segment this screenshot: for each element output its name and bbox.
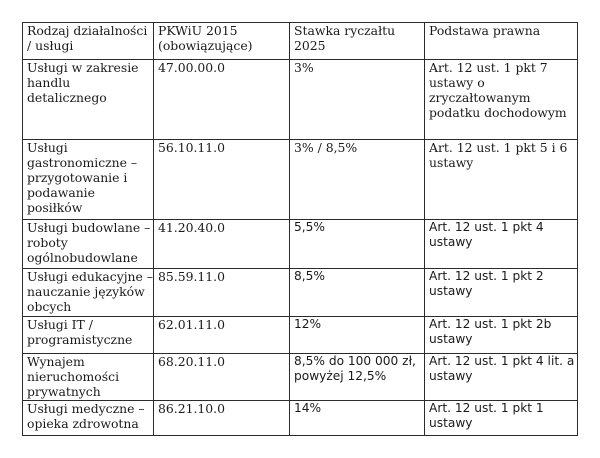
table-row: [23, 354, 578, 401]
cell-activity: Usługi budowlane – roboty ogólnobudowlane: [23, 220, 154, 269]
table-row: [23, 401, 578, 436]
cell-activity: Usługi edukacyjne – nauczanie języków obcych: [23, 269, 154, 317]
cell-rate: 12%: [290, 317, 425, 354]
cell-legal: Art. 12 ust. 1 pkt 4 ustawy: [425, 220, 578, 269]
cell-rate: 3% / 8,5%: [290, 140, 425, 220]
cell-legal: Art. 12 ust. 1 pkt 2 ustawy: [425, 269, 578, 317]
tax-rates-table: [22, 22, 578, 436]
cell-activity: Usługi IT / programistyczne: [23, 317, 154, 354]
header-rate: Stawka ryczałtu 2025: [290, 23, 425, 60]
cell-legal: Art. 12 ust. 1 pkt 7 ustawy o zryczałtowanym podatku dochodowym: [425, 60, 578, 140]
cell-rate: 14%: [290, 401, 425, 436]
cell-rate: 8,5% do 100 000 zł, powyżej 12,5%: [290, 354, 425, 401]
cell-pkwiu: 47.00.00.0: [154, 60, 290, 140]
table-row: [23, 140, 578, 220]
header-activity: Rodzaj działalności / usługi: [23, 23, 154, 60]
header-legal: Podstawa prawna: [425, 23, 578, 60]
cell-legal: Art. 12 ust. 1 pkt 2b ustawy: [425, 317, 578, 354]
cell-activity: Usługi gastronomiczne – przygotowanie i podawanie posiłków: [23, 140, 154, 220]
cell-activity: Usługi medyczne – opieka zdrowotna: [23, 401, 154, 436]
table-row: [23, 269, 578, 317]
cell-rate: 5,5%: [290, 220, 425, 269]
cell-legal: Art. 12 ust. 1 pkt 4 lit. a ustawy: [425, 354, 578, 401]
cell-activity: Wynajem nieruchomości prywatnych: [23, 354, 154, 401]
cell-legal: Art. 12 ust. 1 pkt 5 i 6 ustawy: [425, 140, 578, 220]
cell-activity: Usługi w zakresie handlu detalicznego: [23, 60, 154, 140]
cell-pkwiu: 41.20.40.0: [154, 220, 290, 269]
cell-pkwiu: 85.59.11.0: [154, 269, 290, 317]
table-row: [23, 220, 578, 269]
header-pkwiu: PKWiU 2015 (obowiązujące): [154, 23, 290, 60]
cell-rate: 8,5%: [290, 269, 425, 317]
cell-pkwiu: 68.20.11.0: [154, 354, 290, 401]
cell-rate: 3%: [290, 60, 425, 140]
cell-pkwiu: 62.01.11.0: [154, 317, 290, 354]
table-header-row: [23, 23, 578, 60]
cell-legal: Art. 12 ust. 1 pkt 1 ustawy: [425, 401, 578, 436]
cell-pkwiu: 56.10.11.0: [154, 140, 290, 220]
table-row: [23, 317, 578, 354]
cell-pkwiu: 86.21.10.0: [154, 401, 290, 436]
table-row: [23, 60, 578, 140]
